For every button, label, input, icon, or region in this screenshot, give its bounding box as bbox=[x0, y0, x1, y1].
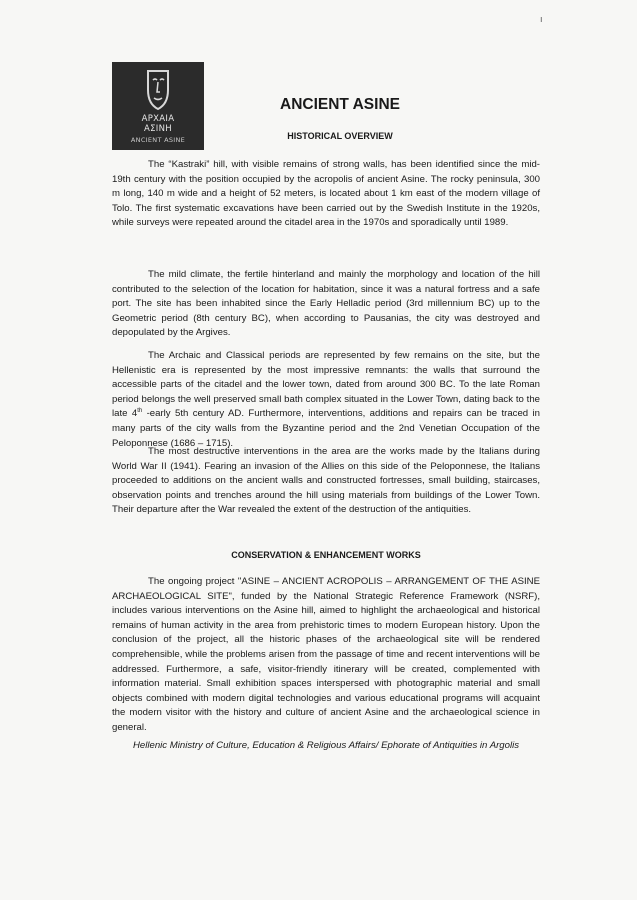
corner-mark: ı bbox=[540, 14, 543, 24]
logo-line-2: ΑΣΙΝΗ bbox=[144, 124, 172, 134]
paragraph-1: The “Kastraki” hill, with visible remains of strong walls, has been identified since the mid-19th century with the position occupied by the acropolis of ancient Asine. The rocky peninsula, 300 m long, 140 m wide and a height of 52 meters, is located about 1 km east of the modern village of Tolo. The first systematic excavations have been carried out by the Swedish Institute in the 1920s, while surveys were repeated around the citadel area in the 1970s and sporadically until 1989. bbox=[112, 159, 540, 229]
mask-emblem-icon bbox=[142, 68, 174, 112]
paragraph-3-text-after: -early 5th century AD. Furthermore, interventions, additions and repairs can be traced in many parts of the city walls from the Byzantine period and the 2nd Venetian Occupation of the Peloponnese (1686 – 1715). bbox=[112, 408, 540, 449]
paragraph-3-text-before: The Archaic and Classical periods are represented by few remains on the site, but the Hellenistic era is represented by the most impressive remnants: the walls that surround the accessible parts of the citadel and the lower town, dated from around 300 BC. To the late Roman period belongs the well preserved small bath complex situated in the Lower Town, dating back to the late 4 bbox=[112, 350, 540, 420]
section-heading-historical-overview: HISTORICAL OVERVIEW bbox=[287, 131, 393, 141]
paragraph-4: The most destructive interventions in the area are the works made by the Italians during World War II (1941). Fearing an invasion of the Allies on this side of the Peloponnese, the Italians proceeded to additions on the ancient walls and constructed fortresses, small building, staircases, observation points and trenches around the hill using materials from buildings of the Lower Town. Their departure after the War revealed the extent of the destruction of the antiquities. bbox=[112, 446, 540, 516]
page-title: ANCIENT ASINE bbox=[280, 96, 400, 113]
section-heading-conservation: CONSERVATION & ENHANCEMENT WORKS bbox=[231, 550, 421, 560]
signature-line: Hellenic Ministry of Culture, Education & Religious Affairs/ Ephorate of Antiquities in Argolis bbox=[132, 740, 520, 751]
logo-line-3: ANCIENT ASINE bbox=[130, 136, 186, 144]
paragraph-2: The mild climate, the fertile hinterland and mainly the morphology and location of the hill contributed to the selection of the location for habitation, since it was a natural fortress and a safe port. The site has been inhabited since the Early Helladic period (3rd millennium BC) up to the Geometric period (8th century BC), when according to Pausanias, the city was destroyed and depopulated by the Argives. bbox=[112, 269, 540, 339]
logo-line-1: ΑΡΧΑΙΑ bbox=[141, 114, 175, 124]
paragraph-5: The ongoing project "ASINE – ANCIENT ACROPOLIS – ARRANGEMENT OF THE ASINE ARCHAEOLOGICAL SITE", funded by the National Strategic Reference Framework (NSRF), includes various interventions on the Asine hill, aimed to highlight the archaeological and historical remains of human activity in the area from prehistoric times to modern European history. Upon the conclusion of the project, all the historic phases of the archaeological site will be rendered comprehensible, while the problems arisen from the passage of time and recent interventions will be addressed. Furthermore, a safe, visitor-friendly itinerary will be created, complemented with information material. Small exhibition spaces interspersed with photographic material and small objects combined with modern digital technologies and various educational programs will acquaint the modern visitor with the history and culture of ancient Asine and the archaeological science in general. bbox=[112, 576, 540, 733]
ancient-asine-logo bbox=[112, 62, 204, 150]
ordinal-suffix: th bbox=[137, 408, 143, 415]
paragraph-3 bbox=[112, 349, 540, 451]
